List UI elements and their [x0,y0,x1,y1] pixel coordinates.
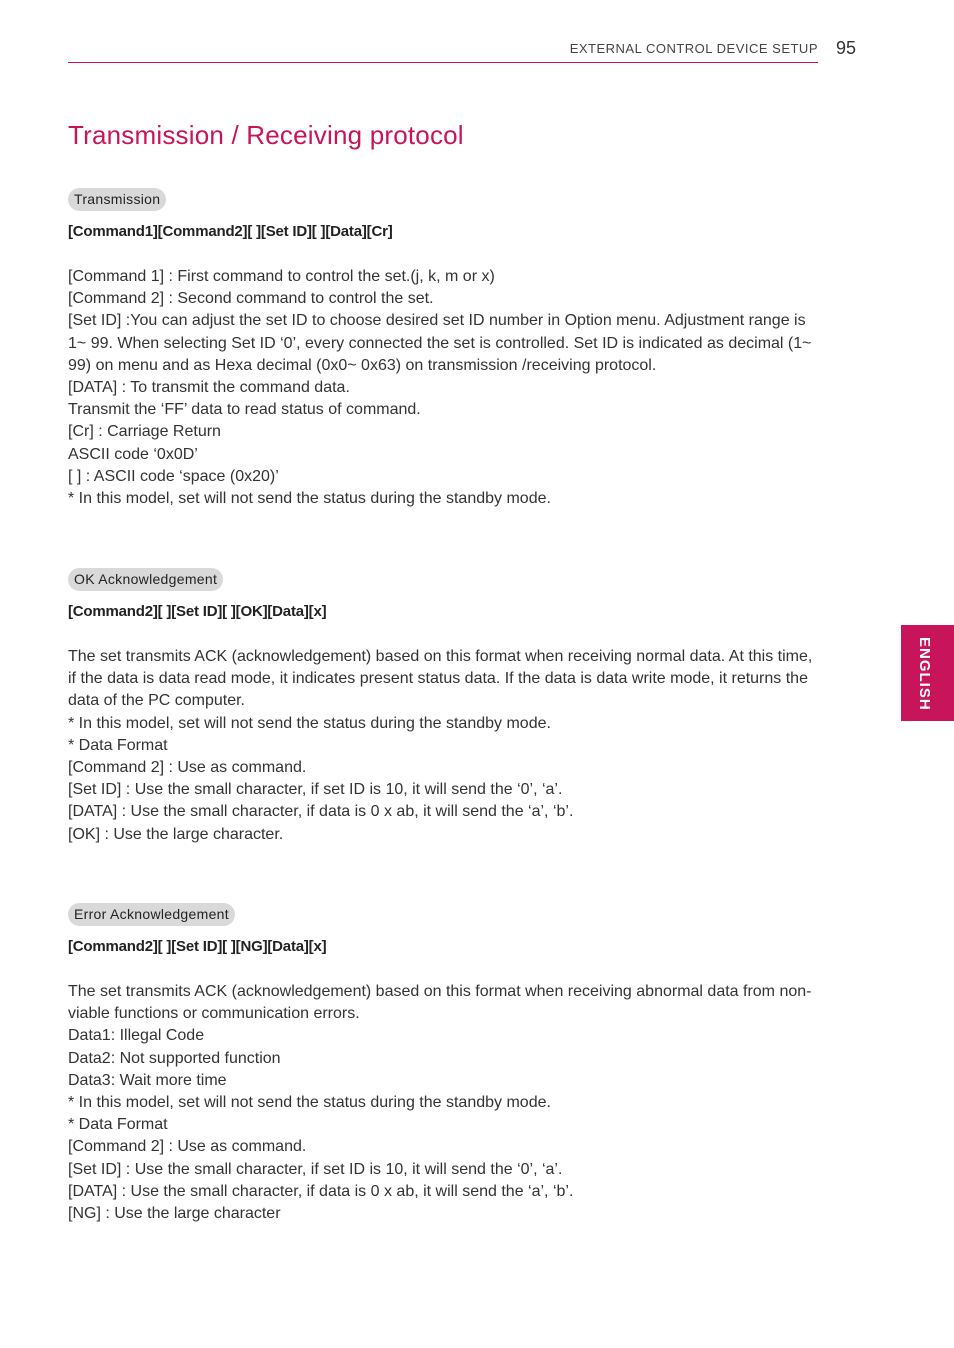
error-ack-section [68,903,858,1225]
body-line: [DATA] : To transmit the command data. [68,379,350,397]
body-line: * In this model, set will not send the status during the standby mode. [68,714,551,732]
body-line: * In this model, set will not send the status during the standby mode. [68,1094,551,1112]
body-line: [Set ID] : Use the small character, if set ID is 10, it will send the ‘0’, ‘a’. [68,1160,563,1178]
body-line: [DATA] : Use the small character, if data is 0 x ab, it will send the ‘a’, ‘b’. [68,1182,574,1200]
body-line: [DATA] : Use the small character, if data is 0 x ab, it will send the ‘a’, ‘b’. [68,803,574,821]
page-number: 95 [836,38,857,58]
body-line: [Command 2] : Use as command. [68,1138,307,1156]
body-line: [Command 2] : Second command to control the set. [68,290,434,308]
error-ack-body [68,981,858,1225]
body-line: Data2: Not supported function [68,1049,281,1067]
body-line: if the data is data read mode, it indicates present status data. If the data is data write mode, it returns the [68,670,808,688]
body-line: [Set ID] : Use the small character, if set ID is 10, it will send the ‘0’, ‘a’. [68,781,563,799]
error-ack-label: Error Acknowledgement [68,903,235,926]
ok-ack-format: [Command2][ ][Set ID][ ][OK][Data][x] [68,603,327,620]
body-line: [Command 1] : First command to control the set.(j, k, m or x) [68,268,495,285]
transmission-label: Transmission [68,188,166,211]
body-line: [ ] : ASCII code ‘space (0x20)’ [68,467,279,485]
body-line: Transmit the ‘FF’ data to read status of command. [68,401,421,419]
language-side-tab [901,625,954,721]
error-ack-format: [Command2][ ][Set ID][ ][NG][Data][x] [68,938,327,955]
body-line: * Data Format [68,1116,168,1134]
body-line: Data1: Illegal Code [68,1027,205,1045]
body-line: Data3: Wait more time [68,1071,227,1089]
body-line: [Set ID] :You can adjust the set ID to choose desired set ID number in Option menu. Adjustment range is [68,312,806,330]
transmission-format: [Command1][Command2][ ][Set ID][ ][Data][Cr] [68,223,393,240]
body-line: 99) on menu and as Hexa decimal (0x0~ 0x63) on transmission /receiving protocol. [68,356,657,374]
ok-ack-body [68,646,858,846]
transmission-body [68,266,858,510]
body-line: [Cr] : Carriage Return [68,423,221,441]
body-line: [Command 2] : Use as command. [68,759,307,777]
header-section-title: EXTERNAL CONTROL DEVICE SETUP [569,41,818,56]
page-title: Transmission / Receiving protocol [68,120,464,150]
body-line: ASCII code ‘0x0D’ [68,445,198,463]
body-line: [NG] : Use the large character [68,1205,281,1223]
page-header [68,36,818,63]
body-line: data of the PC computer. [68,692,245,710]
body-line: [OK] : Use the large character. [68,825,284,843]
language-side-tab-label: ENGLISH [916,637,933,711]
ok-ack-label: OK Acknowledgement [68,568,223,591]
transmission-section [68,188,858,510]
body-line: viable functions or communication errors. [68,1005,360,1023]
body-line: * In this model, set will not send the status during the standby mode. [68,490,551,508]
body-line: * Data Format [68,736,168,754]
body-line: The set transmits ACK (acknowledgement) based on this format when receiving abnormal data from non- [68,983,812,1000]
body-line: The set transmits ACK (acknowledgement) based on this format when receiving normal data. At this time, [68,648,813,665]
body-line: 1~ 99. When selecting Set ID ‘0’, every connected the set is controlled. Set ID is indicated as decimal (1~ [68,334,812,352]
ok-ack-section [68,568,858,846]
